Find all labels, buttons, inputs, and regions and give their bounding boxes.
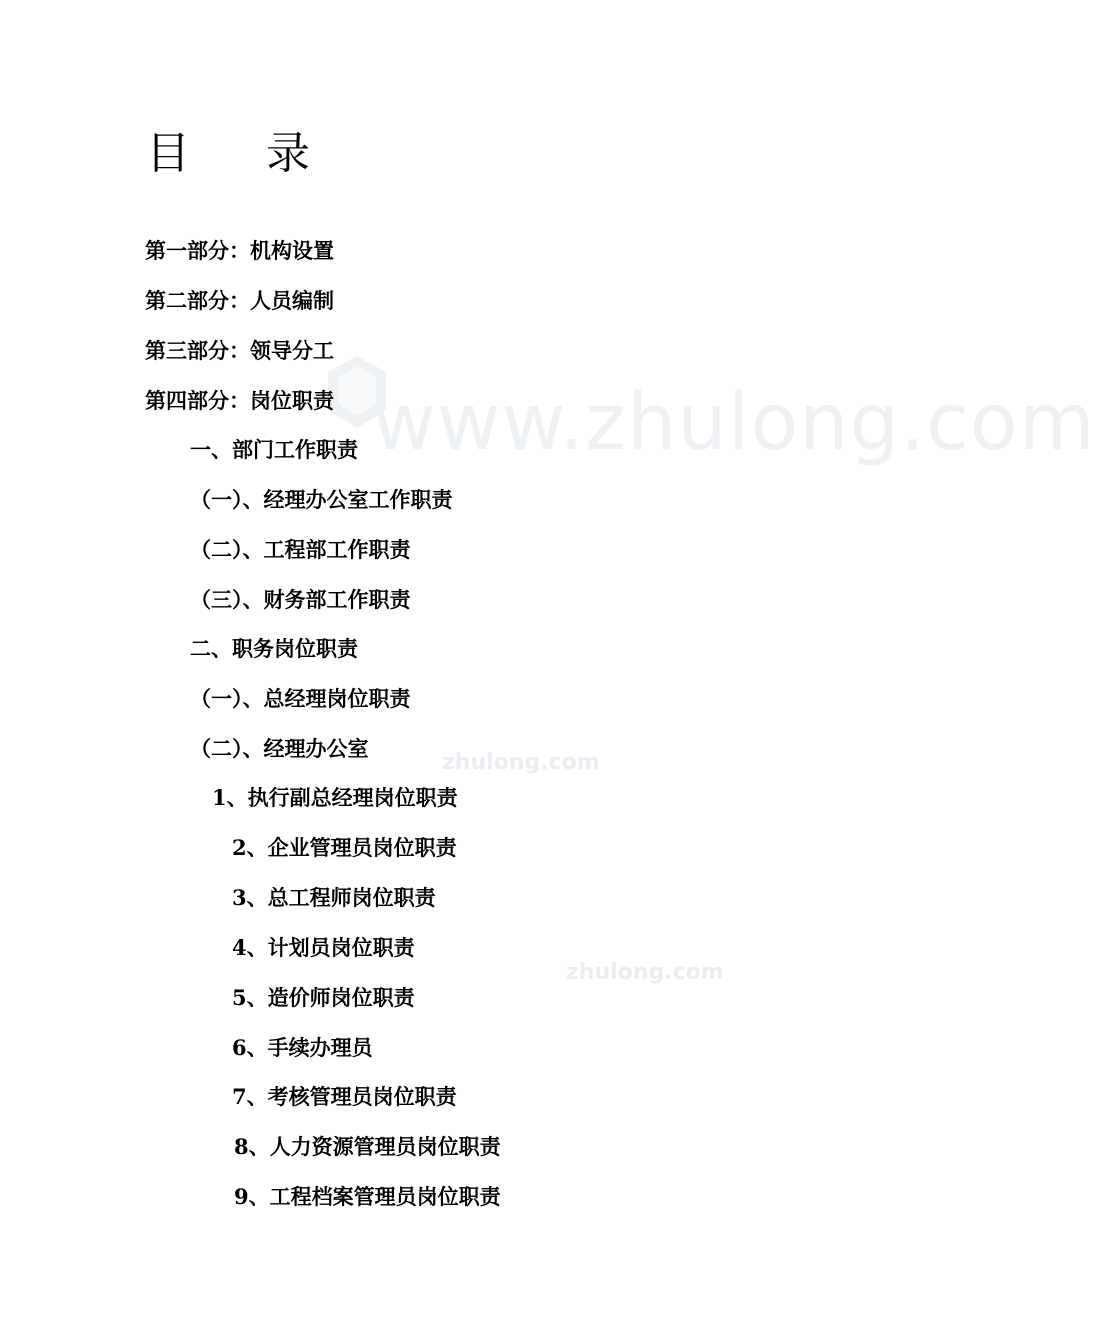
toc-entry: 3、总工程师岗位职责 bbox=[232, 885, 436, 910]
toc-entry: 第一部分：机构设置 bbox=[145, 238, 334, 263]
toc-entry: 6、手续办理员 bbox=[232, 1035, 373, 1060]
watermark-small-1: zhulong.com bbox=[442, 750, 600, 775]
title-char-1: 目 bbox=[146, 128, 190, 179]
watermark-large: www.zhulong.com bbox=[372, 378, 1096, 468]
title-char-2: 录 bbox=[266, 128, 310, 179]
toc-entry: 4、计划员岗位职责 bbox=[232, 935, 415, 960]
toc-entry: 5、造价师岗位职责 bbox=[232, 985, 415, 1010]
toc-entry: （二）、经理办公室 bbox=[190, 736, 369, 761]
toc-entry: （一）、总经理岗位职责 bbox=[190, 686, 411, 711]
toc-entry: 8、人力资源管理员岗位职责 bbox=[234, 1134, 501, 1159]
toc-entry: 1、执行副总经理岗位职责 bbox=[212, 785, 458, 810]
toc-entry: （一）、经理办公室工作职责 bbox=[190, 487, 453, 512]
toc-entry: 二、职务岗位职责 bbox=[190, 636, 358, 661]
toc-entry: 第三部分：领导分工 bbox=[145, 338, 334, 363]
watermark-small-2: zhulong.com bbox=[566, 960, 724, 985]
toc-entry: 2、企业管理员岗位职责 bbox=[232, 835, 457, 860]
toc-entry: 7、考核管理员岗位职责 bbox=[232, 1084, 457, 1109]
toc-entry: 第四部分：岗位职责 bbox=[145, 388, 334, 413]
toc-entry: 一、部门工作职责 bbox=[190, 437, 358, 462]
toc-entry: （二）、工程部工作职责 bbox=[190, 537, 411, 562]
toc-entry: 9、工程档案管理员岗位职责 bbox=[234, 1184, 501, 1209]
toc-entry: 第二部分：人员编制 bbox=[145, 288, 334, 313]
toc-entry: （三）、财务部工作职责 bbox=[190, 587, 411, 612]
